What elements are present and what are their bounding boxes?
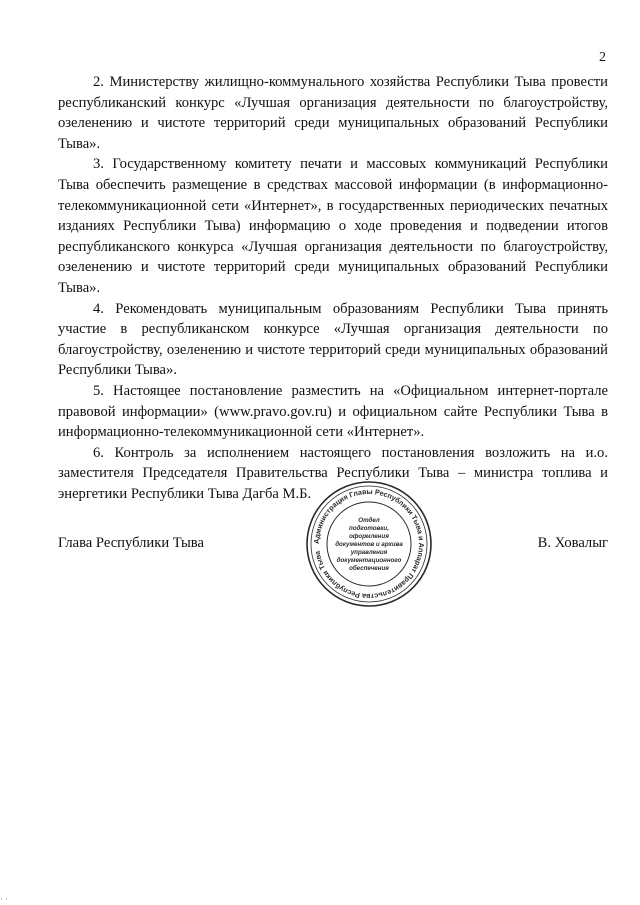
page-number: 2 [599, 50, 606, 65]
scan-artifact: · · [0, 894, 9, 904]
signatory-title: Глава Республики Тыва [58, 535, 204, 551]
signatory-name: В. Ховалыг [537, 535, 608, 551]
document-body [58, 72, 608, 504]
seal-center-line-7: обеспечения [349, 565, 389, 572]
official-seal-stamp [305, 480, 433, 608]
paragraph-3: 3. Государственному комитету печати и массовых коммуникаций Республики Тыва обеспечить размещение в средствах массовой информации (в информационно-телекоммуникационной сети «Интернет», в государственных периодических печатных изданиях Республики Тыва) информацию о ходе проведения и подведении итогов республиканского конкурса «Лучшая организация деятельности по благоустройству, озеленению и чистоте территорий среди муниципальных образований Республики Тыва». [58, 156, 608, 296]
seal-center-line-6: документационного [336, 557, 402, 564]
seal-ring-text: Администрация Главы Республики Тыва и Аппарат Правительства Республики Тыва [311, 486, 427, 602]
paragraph-6: 6. Контроль за исполнением настоящего постановления возложить на и.о. заместителя Председателя Правительства Республики Тыва – министра топлива и энергетики Республики Тыва Дагба М.Б. [58, 444, 608, 502]
seal-center-line-2: подготовки, [349, 525, 389, 532]
paragraph-4: 4. Рекомендовать муниципальным образованиям Республики Тыва принять участие в республиканском конкурсе «Лучшая организация деятельности по благоустройству, озеленению и чистоте территорий среди муниципальных образований Республики Тыва». [58, 300, 608, 379]
paragraph-2: 2. Министерству жилищно-коммунального хозяйства Республики Тыва провести республиканский конкурс «Лучшая организация деятельности по благоустройству, озеленению и чистоте территорий среди муниципальных образований Республики Тыва». [58, 74, 608, 152]
seal-center-line-1: Отдел [358, 517, 380, 524]
seal-center-line-5: управления [350, 549, 388, 556]
seal-center-line-4: документов и архива [335, 541, 403, 548]
paragraph-5: 5. Настоящее постановление разместить на «Официальном интернет-портале правовой информации» (www.pravo.gov.ru) и официальном сайте Республики Тыва в информационно-телекоммуникационной сети «Интернет». [58, 382, 608, 441]
seal-center-line-3: оформления [349, 533, 389, 540]
